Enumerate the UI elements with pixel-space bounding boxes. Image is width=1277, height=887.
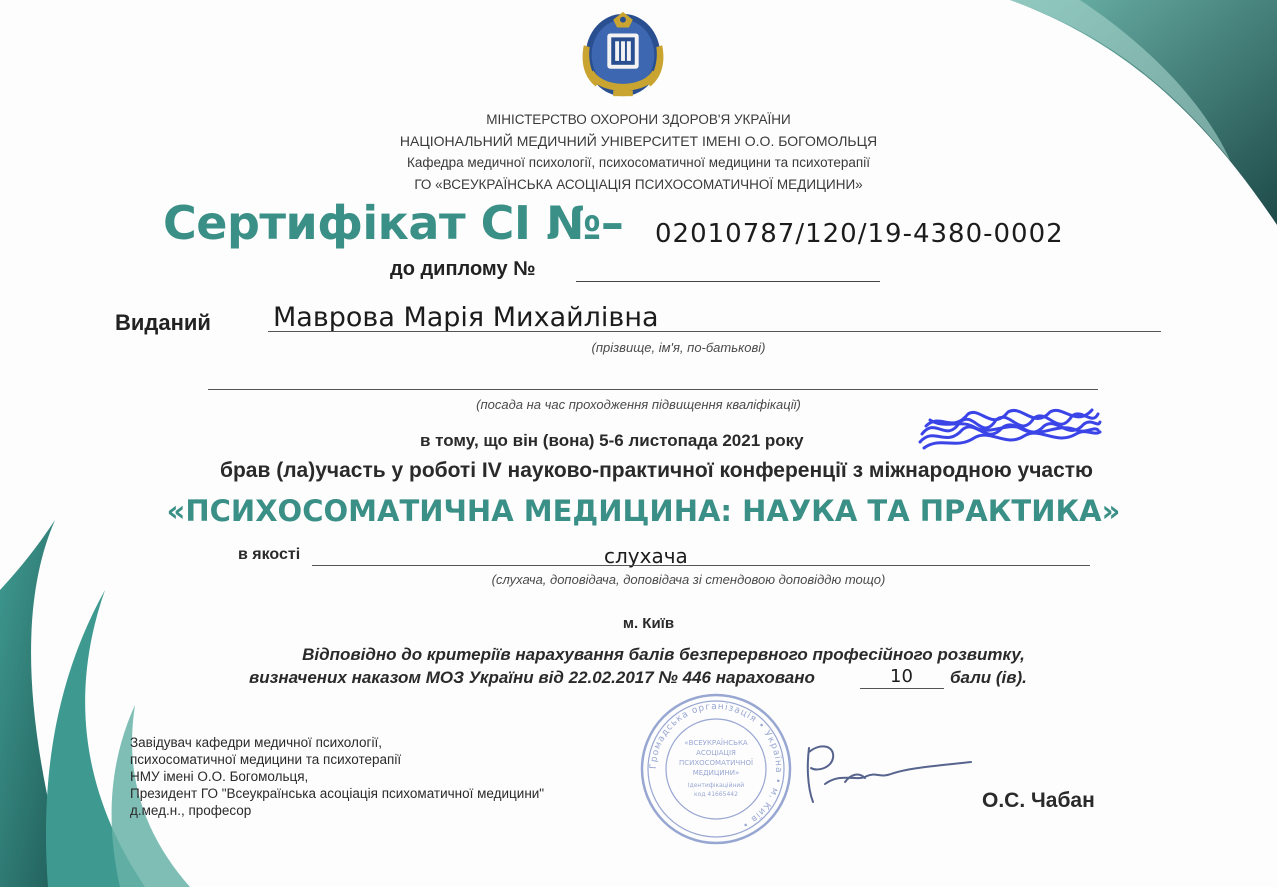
stamp-center-text: ПСИХОСОМАТИЧНОЇ xyxy=(678,759,754,767)
signatory-line: психосоматичної медицини та психотерапії xyxy=(130,752,402,767)
cpd-line-2: визначених наказом МОЗ України від 22.02.2017 № 446 нараховано xyxy=(249,668,815,687)
handwritten-signature-icon xyxy=(795,738,975,808)
signatory-line: НМУ імені О.О. Богомольця, xyxy=(130,769,309,784)
certificate-number: 02010787/120/19-4380-0002 xyxy=(655,219,1064,249)
signatory-block xyxy=(130,734,544,819)
recipient-name: Маврова Марія Михайлівна xyxy=(273,302,659,333)
redaction-scribble-icon xyxy=(916,404,1102,452)
cpd-line-1: Відповідно до критеріїв нарахування балів безперервного професійного розвитку, xyxy=(302,645,1025,664)
position-line xyxy=(208,389,1098,390)
name-hint: (прізвище, ім'я, по-батькові) xyxy=(591,340,766,355)
cpd-points-unit: бали (ів). xyxy=(950,668,1027,687)
diploma-label: до диплому № xyxy=(390,258,536,280)
cpd-points-value: 10 xyxy=(890,666,913,687)
signatory-line: Завідувач кафедри медичної психології, xyxy=(130,735,382,750)
stamp-center-text: МЕДИЦИНИ» xyxy=(692,769,740,777)
event-date-line: в тому, що він (вона) 5-6 листопада 2021 року xyxy=(420,431,804,450)
city-line: м. Київ xyxy=(622,615,675,632)
stamp-center-text: код 41665442 xyxy=(694,791,738,798)
association-heading: ГО «ВСЕУКРАЇНСЬКА АСОЦІАЦІЯ ПСИХОСОМАТИЧНОЇ МЕДИЦИНИ» xyxy=(414,177,863,192)
issued-label: Виданий xyxy=(115,310,211,335)
recipient-name-line xyxy=(268,331,1161,332)
role-label: в якості xyxy=(238,546,301,563)
round-seal-icon xyxy=(636,689,796,849)
department-heading: Кафедра медичної психології, психосоматичної медицини та психотерапії xyxy=(407,155,870,170)
participation-line: брав (ла)участь у роботі IV науково-практичної конференції з міжнародною участю xyxy=(220,459,1093,482)
conference-title: «ПСИХОСОМАТИЧНА МЕДИЦИНА: НАУКА ТА ПРАКТИКА» xyxy=(166,494,1121,528)
university-heading: НАЦІОНАЛЬНИЙ МЕДИЧНИЙ УНІВЕРСИТЕТ ІМЕНІ О.О. БОГОМОЛЬЦЯ xyxy=(399,133,878,149)
cpd-points-line xyxy=(860,688,944,689)
diploma-number-line xyxy=(576,281,880,282)
stamp-center-text: «ВСЕУКРАЇНСЬКА xyxy=(684,739,748,747)
signer-name: О.С. Чабан xyxy=(982,789,1095,812)
signatory-line: д.мед.н., професор xyxy=(130,803,252,818)
university-crest-icon xyxy=(574,6,672,104)
stamp-center-text: Ідентифікаційний xyxy=(687,782,745,789)
ministry-heading: МІНІСТЕРСТВО ОХОРОНИ ЗДОРОВ'Я УКРАЇНИ xyxy=(486,112,791,127)
role-line xyxy=(312,565,1090,566)
stamp-ring-text: Громадська організація • Україна • м. Київ • xyxy=(648,701,784,830)
signatory-line: Президент ГО "Всеукраїнська асоціація психоматичної медицини" xyxy=(130,786,545,801)
role-hint: (слухача, доповідача, доповідача зі стендовою доповіддю тощо) xyxy=(491,572,886,587)
certificate-title: Сертифікат CI №– xyxy=(163,196,624,250)
role-value: слухача xyxy=(604,544,688,568)
position-hint: (посада на час проходження підвищення кваліфікації) xyxy=(476,397,801,412)
stamp-center-text: АСОЦІАЦІЯ xyxy=(696,749,736,757)
